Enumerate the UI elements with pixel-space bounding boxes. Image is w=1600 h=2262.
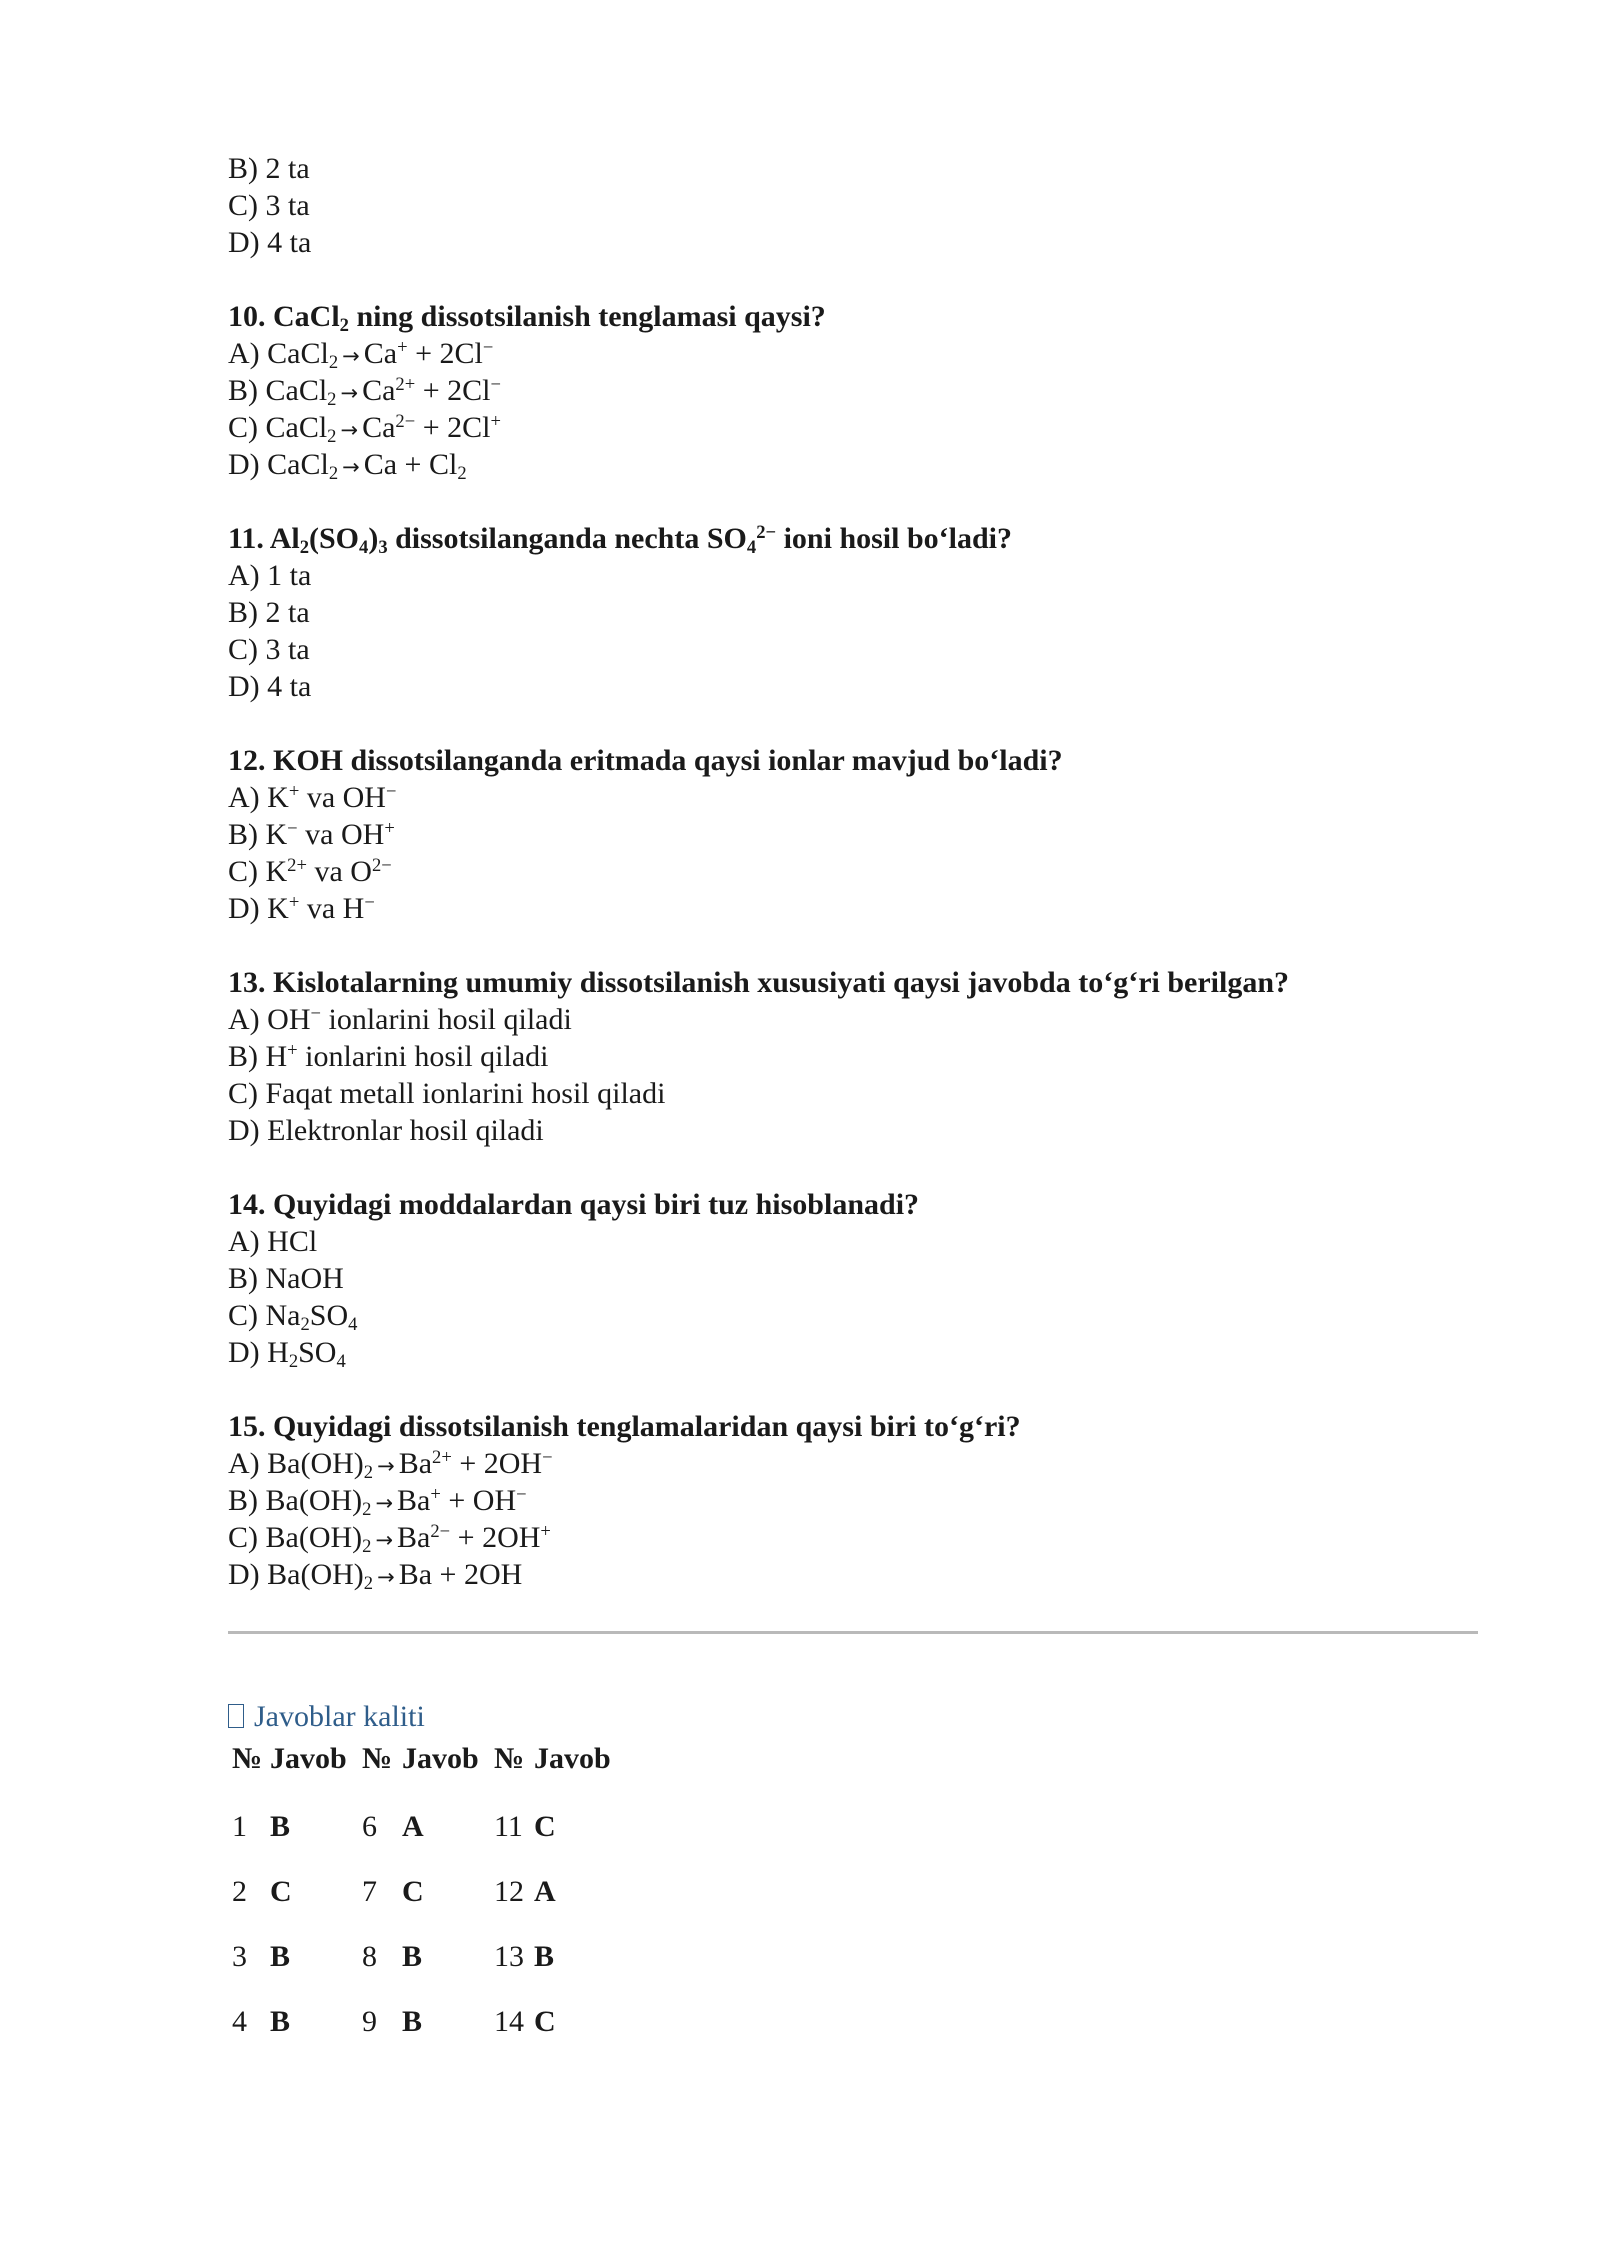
option-d: D) 4 ta xyxy=(228,226,312,259)
option-b: B) 2 ta xyxy=(228,152,310,185)
question-13-option-d: D) Elektronlar hosil qiladi xyxy=(228,1114,544,1147)
cell-answer: B xyxy=(270,1940,291,1973)
header-number: № xyxy=(494,1742,525,1775)
cell-answer: A xyxy=(534,1875,556,1908)
cell-answer: B xyxy=(270,1810,291,1843)
cell-number: 14 xyxy=(494,2005,524,2038)
question-13-option-b: B) H+ ionlarini hosil qiladi xyxy=(228,1039,549,1073)
cell-number: 2 xyxy=(232,1875,247,1908)
question-11-option-a: A) 1 ta xyxy=(228,559,312,592)
question-13-option-a: A) OH− ionlarini hosil qiladi xyxy=(228,1002,572,1036)
header-number: № xyxy=(362,1742,393,1775)
question-15-title: 15. Quyidagi dissotsilanish tenglamalaridan qaysi biri to‘g‘ri? xyxy=(228,1410,1021,1443)
question-13-option-c: C) Faqat metall ionlarini hosil qiladi xyxy=(228,1077,666,1110)
question-12-title: 12. KOH dissotsilanganda eritmada qaysi ionlar mavjud bo‘ladi? xyxy=(228,744,1063,777)
table-row xyxy=(228,1780,611,1845)
table-row xyxy=(228,1845,611,1910)
cell-answer: B xyxy=(534,1940,555,1973)
question-12-option-a: A) K+ va OH− xyxy=(228,780,397,814)
question-12-option-c: C) $K^{2+}$ va $O^{2-}$ xyxy=(228,854,392,888)
question-10-option-d: D) CaCl$_2$ → $Ca + Cl_2$ xyxy=(228,448,467,485)
cell-answer: C xyxy=(402,1875,424,1908)
key-placeholder-icon xyxy=(228,1704,244,1728)
question-14-option-b: B) NaOH xyxy=(228,1262,344,1295)
cell-number: 1 xyxy=(232,1810,247,1843)
header-number: № xyxy=(232,1742,263,1775)
question-15-option-a: A) $Ba(OH)_2 \to Ba^{2+} + 2OH^-$ xyxy=(228,1446,553,1484)
header-answer: Javob xyxy=(402,1742,479,1775)
cell-answer: B xyxy=(402,2005,423,2038)
cell-number: 3 xyxy=(232,1940,247,1973)
question-12-option-d: D) K+ va H− xyxy=(228,891,375,925)
question-13-title: 13. Kislotalarning umumiy dissotsilanish xususiyati qaysi javobda to‘g‘ri berilgan? xyxy=(228,966,1290,999)
cell-number: 6 xyxy=(362,1810,377,1843)
cell-number: 11 xyxy=(494,1810,523,1843)
cell-number: 7 xyxy=(362,1875,377,1908)
question-14-option-c: C) $Na_2SO_4$ xyxy=(228,1299,358,1336)
question-11-option-b: B) 2 ta xyxy=(228,596,310,629)
cell-answer: B xyxy=(402,1940,423,1973)
cell-answer: C xyxy=(534,1810,556,1843)
table-row xyxy=(228,1910,611,1975)
table-row xyxy=(228,1975,611,2040)
header-answer: Javob xyxy=(270,1742,347,1775)
answer-key-heading: Javoblar kaliti xyxy=(228,1697,425,1737)
question-12-option-b: B) K− va OH+ xyxy=(228,817,395,851)
question-11-title: 11. $Al_2(SO_4)_3$ dissotsilanganda nechta $SO_4^{2-}$ ioni hosil bo‘ladi? xyxy=(228,521,1013,559)
question-11-option-d: D) 4 ta xyxy=(228,670,312,703)
question-14-option-a: A) HCl xyxy=(228,1225,318,1258)
horizontal-divider xyxy=(228,1631,1478,1634)
cell-number: 4 xyxy=(232,2005,247,2038)
question-10-option-a: A) CaCl$_2$ → Ca+ + 2Cl− xyxy=(228,336,494,374)
answer-key-table xyxy=(228,1738,611,2040)
cell-number: 8 xyxy=(362,1940,377,1973)
cell-answer: C xyxy=(534,2005,556,2038)
question-15-option-b: B) $Ba(OH)_2 \to Ba^+ + OH^-$ xyxy=(228,1483,527,1521)
header-answer: Javob xyxy=(534,1742,611,1775)
question-14-title: 14. Quyidagi moddalardan qaysi biri tuz hisoblanadi? xyxy=(228,1188,920,1221)
option-c: C) 3 ta xyxy=(228,189,310,222)
question-15-option-c: C) $Ba(OH)_2 \to Ba^{2-} + 2OH^+$ xyxy=(228,1520,551,1558)
cell-answer: C xyxy=(270,1875,292,1908)
document-page xyxy=(228,150,1478,1593)
cell-number: 9 xyxy=(362,2005,377,2038)
cell-answer: B xyxy=(270,2005,291,2038)
question-10-title: 10. CaCl$_2$ ning dissotsilanish tenglamasi qaysi? xyxy=(228,300,826,337)
question-15-option-d: D) $Ba(OH)_2 \to Ba + 2OH$ xyxy=(228,1558,523,1595)
answer-key-header-row xyxy=(228,1738,611,1780)
cell-number: 12 xyxy=(494,1875,524,1908)
question-11-option-c: C) 3 ta xyxy=(228,633,310,666)
cell-answer: A xyxy=(402,1810,424,1843)
question-14-option-d: D) $H_2SO_4$ xyxy=(228,1336,346,1373)
cell-number: 13 xyxy=(494,1940,524,1973)
question-10-option-b: B) CaCl$_2$ → $Ca^{2+} + 2Cl^-$ xyxy=(228,373,501,411)
question-10-option-c: C) CaCl$_2$ → $Ca^{2-} + 2Cl^+$ xyxy=(228,410,501,448)
